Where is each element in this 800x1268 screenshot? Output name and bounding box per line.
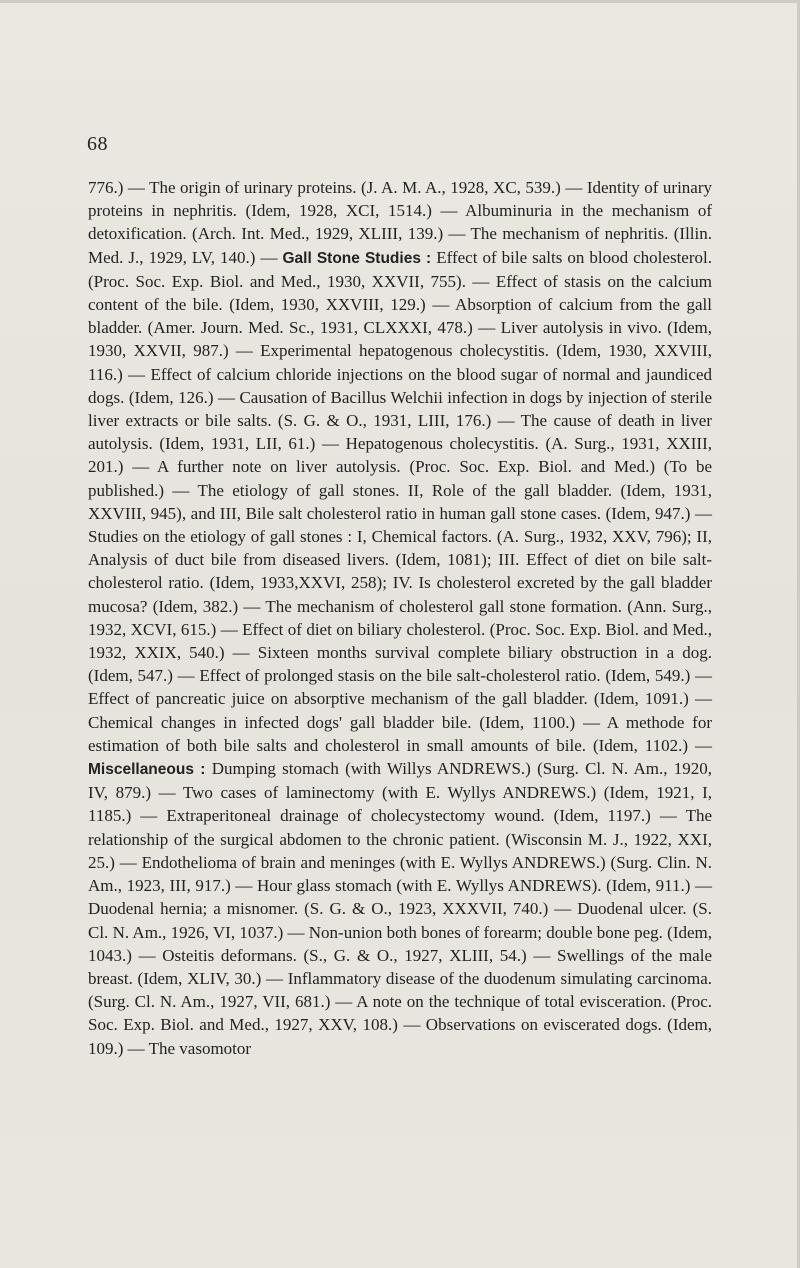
page-top-edge [0, 0, 800, 3]
section-heading-gall-stone-studies: Gall Stone Studies : [282, 249, 432, 267]
text-segment: 776.) — The origin of urinary proteins. (J. A. M. A., 1928, XC, 539.) — Identity of urinary proteins in nephritis. (Idem, 1928, XCI, 1514.) — Albuminuria in the mechanism of detoxification. (Arch. Int. Med., 1929, XLIII, 139.) — The mechanism of nephritis. (Illin. Med. J., 1929, LV, 140.) — [88, 178, 712, 267]
bibliography-paragraph [88, 176, 712, 1060]
section-heading-miscellaneous: Miscellaneous : [88, 761, 206, 779]
text-segment: Effect of bile salts on blood cholesterol. (Proc. Soc. Exp. Biol. and Med., 1930, XXVII, 755). — Effect of stasis on the calcium content of the bile. (Idem, 1930, XXVIII, 129.) — Absorption of calcium from the gall bladder. (Amer. Journ. Med. Sc., 1931, CLXXXI, 478.) — Liver autolysis in vivo. (Idem, 1930, XXVII, 987.) — Experimental hepatogenous cholecystitis. (Idem, 1930, XXVIII, 116.) — Effect of calcium chloride injections on the blood sugar of normal and jaundiced dogs. (Idem, 126.) — Causation of Bacillus Welchii infection in dogs by injection of sterile liver extracts or bile salts. (S. G. & O., 1931, LIII, 176.) — The cause of death in liver autolysis. (Idem, 1931, LII, 61.) — Hepatogenous cholecystitis. (A. Surg., 1931, XXIII, 201.) — A further note on liver autolysis. (Proc. Soc. Exp. Biol. and Med.) (To be published.) — The etiology of gall stones. II, Role of the gall bladder. (Idem, 1931, XXVIII, 945), and III, Bile salt cholesterol ratio in human gall stone cases. (Idem, 947.) — Studies on the etiology of gall stones : I, Chemical factors. (A. Surg., 1932, XXV, 796); II, Analysis of duct bile from diseased livers. (Idem, 1081); III. Effect of diet on bile salt-cholesterol ratio. (Idem, 1933,XXVI, 258); IV. Is cholesterol excreted by the gall bladder mucosa? (Idem, 382.) — The mechanism of cholesterol gall stone formation. (Ann. Surg., 1932, XCVI, 615.) — Effect of diet on biliary cholesterol. (Proc. Soc. Exp. Biol. and Med., 1932, XXIX, 540.) — Sixteen months survival complete biliary obstruction in a dog. (Idem, 547.) — Effect of prolonged stasis on the bile salt-cholesterol ratio. (Idem, 549.) — Effect of pancreatic juice on absorptive mechanism of the gall bladder. (Idem, 1091.) — Chemical changes in infected dogs' gall bladder bile. (Idem, 1100.) — A methode for estimation of both bile salts and cholesterol in small amounts of bile. (Idem, 1102.) — [88, 247, 712, 755]
page-number: 68 [87, 133, 108, 155]
text-segment: Dumping stomach (with Willys ANDREWS.) (Surg. Cl. N. Am., 1920, IV, 879.) — Two cases of laminectomy (with E. Wyllys ANDREWS.) (Idem, 1921, I, 1185.) — Extraperitoneal drainage of cholecystectomy wound. (Idem, 1197.) — The relationship of the surgical abdomen to the chronic patient. (Wisconsin M. J., 1922, XXI, 25.) — Endothelioma of brain and meninges (with E. Wyllys ANDREWS.) (Surg. Clin. N. Am., 1923, III, 917.) — Hour glass stomach (with E. Wyllys ANDREWS). (Idem, 911.) — Duodenal hernia; a misnomer. (S. G. & O., 1923, XXXVII, 740.) — Duodenal ulcer. (S. Cl. N. Am., 1926, VI, 1037.) — Non-union both bones of forearm; double bone peg. (Idem, 1043.) — Osteitis deformans. (S., G. & O., 1927, XLIII, 54.) — Swellings of the male breast. (Idem, XLIV, 30.) — Inflammatory disease of the duodenum simulating carcinoma. (Surg. Cl. N. Am., 1927, VII, 681.) — A note on the technique of total evisceration. (Proc. Soc. Exp. Biol. and Med., 1927, XXV, 108.) — Observations on eviscerated dogs. (Idem, 109.) — The vasomotor [88, 759, 712, 1058]
body-text [88, 176, 712, 1060]
